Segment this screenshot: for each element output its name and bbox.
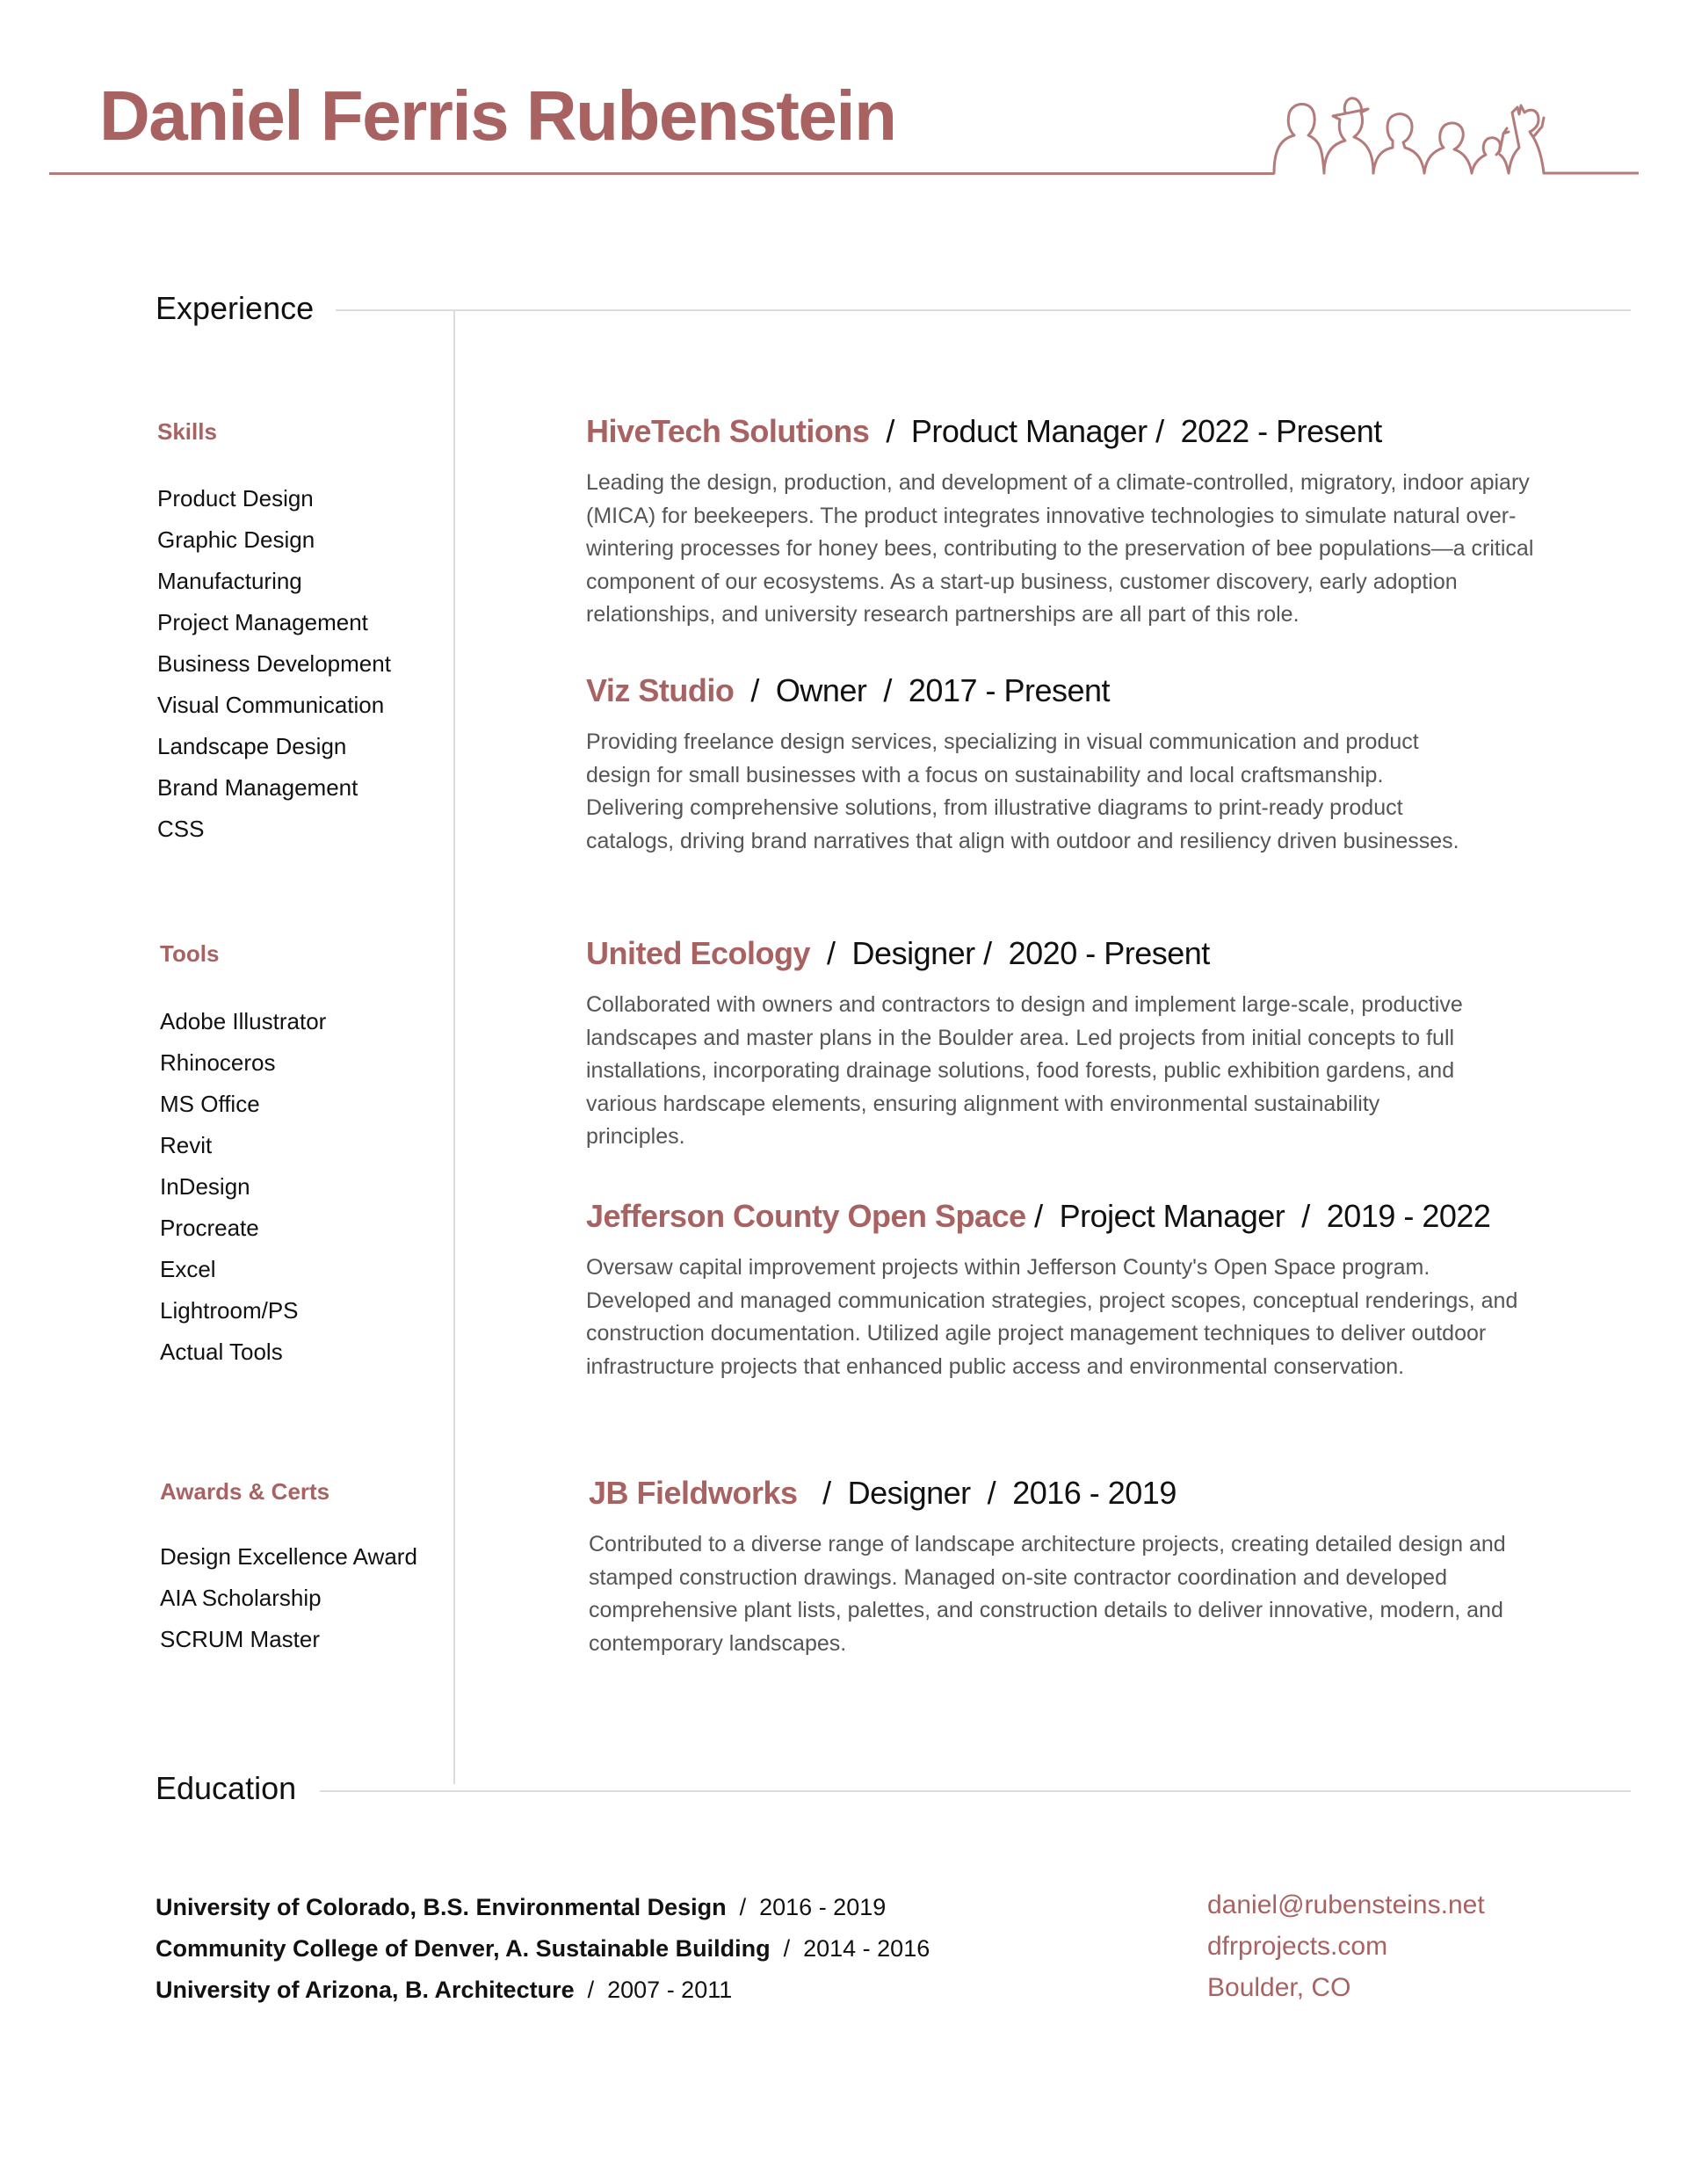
column-divider [453, 309, 455, 1784]
job-role: Designer [847, 1475, 971, 1511]
job-company: Viz Studio [586, 672, 735, 708]
tool-item: MS Office [160, 1091, 260, 1117]
tool-item: Adobe Illustrator [160, 1008, 327, 1034]
skills-heading: Skills [157, 418, 217, 445]
tool-item: Actual Tools [160, 1339, 283, 1365]
job-entry [586, 671, 1465, 858]
job-entry [589, 1474, 1555, 1660]
tool-item: Excel [160, 1256, 216, 1282]
job-company: Jefferson County Open Space [586, 1198, 1026, 1234]
skill-item: Manufacturing [157, 568, 302, 594]
job-role: Owner [775, 672, 867, 708]
job-entry [586, 1197, 1535, 1383]
job-title: HiveTech Solutions / Product Manager / 2022 - Present [586, 413, 1382, 449]
people-silhouettes-icon [1270, 67, 1639, 176]
contact-email-link[interactable]: daniel@rubensteins.net [1207, 1890, 1485, 1919]
education-item: Community College of Denver, A. Sustainable Building / 2014 - 2016 [156, 1935, 930, 1962]
education-school: Community College of Denver, A. Sustainable Building [156, 1935, 771, 1962]
tool-item: Lightroom/PS [160, 1297, 299, 1324]
skill-item: Project Management [157, 609, 368, 635]
job-dates: 2020 - Present [1008, 935, 1210, 971]
job-description: Contributed to a diverse range of landscape architecture projects, creating detailed design and stamped construction drawings. Managed on-site contractor coordination and developed comprehensive plant lists, palettes, and construction details to deliver innovative, modern, and contemporary landscapes. [589, 1532, 1506, 1656]
education-item: University of Arizona, B. Architecture / 2007 - 2011 [156, 1977, 733, 2003]
job-role: Product Manager [910, 413, 1148, 449]
award-item: SCRUM Master [160, 1626, 321, 1652]
job-company: HiveTech Solutions [586, 413, 870, 449]
job-company: United Ecology [586, 935, 811, 971]
skill-item: Product Design [157, 485, 314, 512]
job-title: Jefferson County Open Space / Project Manager / 2019 - 2022 [586, 1198, 1491, 1234]
job-description: Providing freelance design services, specializing in visual communication and product design for small businesses with a focus on sustainability and local craftsmanship. Delivering comprehensive solutions, from illustrative diagrams to print-ready product catalogs, driving brand narratives that align with outdoor and resiliency driven businesses. [586, 729, 1459, 853]
experience-heading: Experience [156, 290, 315, 326]
contact-website-link[interactable]: dfrprojects.com [1207, 1932, 1388, 1961]
skill-item: Business Development [157, 650, 391, 677]
awards-heading: Awards & Certs [160, 1478, 330, 1505]
tool-item: Rhinoceros [160, 1049, 276, 1076]
award-item: Design Excellence Award [160, 1543, 417, 1570]
education-list [156, 1891, 930, 2015]
skill-item: Brand Management [157, 774, 358, 801]
tools-heading: Tools [160, 940, 220, 967]
education-school: University of Colorado, B.S. Environmental Design [156, 1894, 727, 1920]
header-rule [49, 172, 1274, 175]
job-dates: 2019 - 2022 [1326, 1198, 1491, 1234]
job-dates: 2016 - 2019 [1012, 1475, 1177, 1511]
tools-list [160, 1005, 326, 1377]
job-dates: 2022 - Present [1180, 413, 1382, 449]
job-title: United Ecology / Designer / 2020 - Present [586, 935, 1210, 971]
job-description: Collaborated with owners and contractors to design and implement large-scale, productive landscapes and master plans in the Boulder area. Led projects from initial concepts to full installations, incorporating drainage solutions, food forests, public exhibition gardens, and various hardscape elements, ensuring alignment with environmental sustainability principles. [586, 992, 1463, 1150]
job-role: Designer [851, 935, 975, 971]
contact-location: Boulder, CO [1207, 1973, 1351, 2002]
job-description: Oversaw capital improvement projects within Jefferson County's Open Space program. Developed and managed communication strategies, project scopes, conceptual renderings, and construction documentation. Utilized agile project management techniques to deliver outdoor infrastructure projects that enhanced public access and environmental conservation. [586, 1255, 1518, 1379]
skill-item: CSS [157, 816, 205, 842]
tool-item: Procreate [160, 1215, 259, 1241]
education-dates: 2007 - 2011 [607, 1977, 733, 2003]
job-description: Leading the design, production, and development of a climate-controlled, migratory, indoor apiary (MICA) for beekeepers. The product integrates innovative technologies to simulate natural over-wintering processes for honey bees, contributing to the preservation of bee populations—a critical component of our ecosystems. As a start-up business, customer discovery, early adoption relationships, and university research partnerships are all part of this role. [586, 470, 1534, 628]
skill-item: Visual Communication [157, 692, 385, 718]
awards-list [160, 1541, 417, 1665]
experience-rule [336, 309, 1631, 311]
skill-item: Graphic Design [157, 526, 315, 553]
education-dates: 2014 - 2016 [803, 1935, 930, 1962]
education-dates: 2016 - 2019 [759, 1894, 887, 1920]
job-dates: 2017 - Present [908, 672, 1111, 708]
job-title: JB Fieldworks / Designer / 2016 - 2019 [589, 1475, 1177, 1511]
skills-list [157, 483, 391, 854]
job-entry [586, 412, 1579, 632]
skill-item: Landscape Design [157, 733, 347, 759]
education-rule [320, 1790, 1631, 1792]
education-item: University of Colorado, B.S. Environmental Design / 2016 - 2019 [156, 1894, 887, 1920]
tool-item: InDesign [160, 1173, 250, 1200]
resume-name: Daniel Ferris Rubenstein [99, 76, 896, 155]
award-item: AIA Scholarship [160, 1585, 322, 1611]
job-role: Project Manager [1059, 1198, 1285, 1234]
job-title: Viz Studio / Owner / 2017 - Present [586, 672, 1111, 708]
education-school: University of Arizona, B. Architecture [156, 1977, 575, 2003]
contact-list [1207, 1890, 1485, 2013]
job-entry [586, 934, 1465, 1154]
tool-item: Revit [160, 1132, 213, 1158]
job-company: JB Fieldworks [589, 1475, 798, 1511]
education-heading: Education [156, 1770, 297, 1806]
